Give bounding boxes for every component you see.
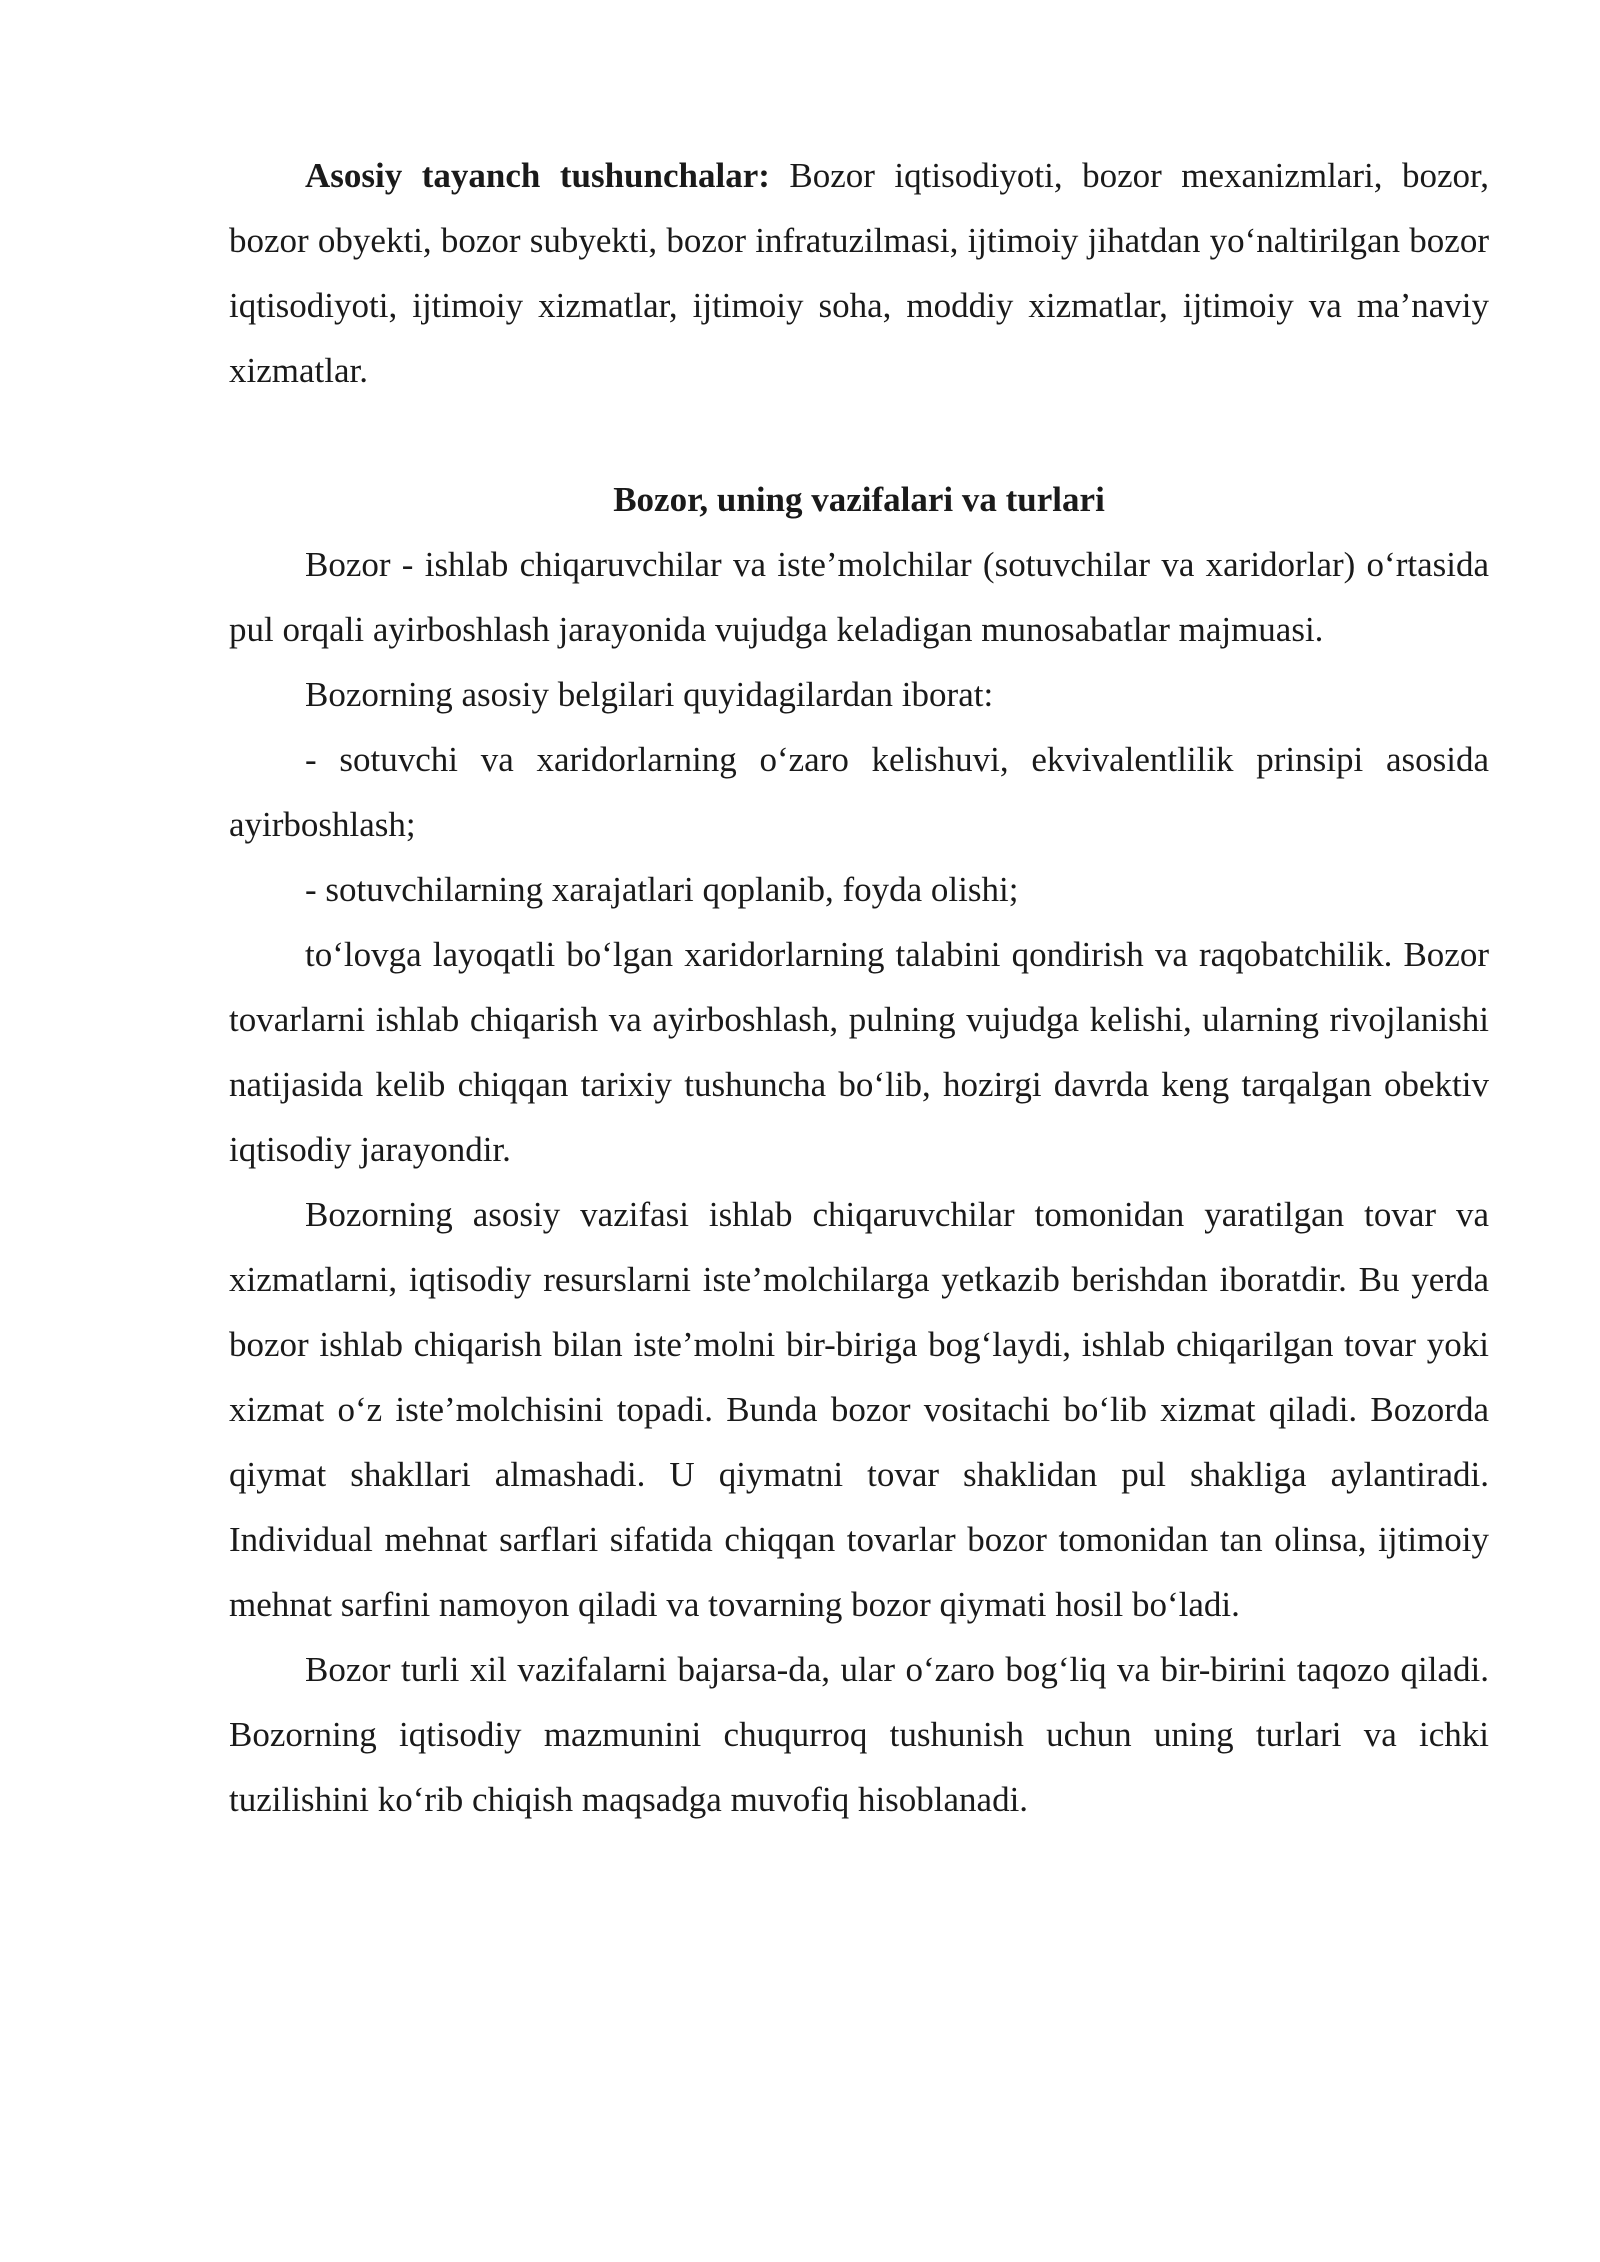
key-concepts-text: Bozor iqtisodiyoti, bozor mexanizmlari, bozor, bozor obyekti, bozor subyekti, bozor infratuzilmasi, ijtimoiy jihatdan yo‘naltirilgan bozor iqtisodiyoti, ijtimoiy xizmatlar, ijtimoiy soha, moddiy xizmatlar, ijtimoiy va ma’naviy xizmatlar. [229, 156, 1489, 390]
paragraph-signs-intro: Bozorning asosiy belgilari quyidagilardan iborat: [305, 675, 994, 714]
document-content [229, 143, 1489, 1832]
section-heading: Bozor, uning vazifalari va turlari [613, 480, 1105, 519]
key-concepts-label: Asosiy tayanch tushunchalar: [305, 156, 770, 195]
paragraph-definition: Bozor - ishlab chiqaruvchilar va iste’molchilar (sotuvchilar va xaridorlar) o‘rtasida pul orqali ayirboshlash jarayonida vujudga keladigan munosabatlar majmuasi. [229, 545, 1489, 649]
paragraph-main-function: Bozorning asosiy vazifasi ishlab chiqaruvchilar tomonidan yaratilgan tovar va xizmatlarni, iqtisodiy resurslarni iste’molchilarga yetkazib berishdan iboratdir. Bu yerda bozor ishlab chiqarish bilan iste’molni bir-biriga bog‘laydi, ishlab chiqarilgan tovar yoki xizmat o‘z iste’molchisini topadi. Bunda bozor vositachi bo‘lib xizmat qiladi. Bozorda qiymat shakllari almashadi. U qiymatni tovar shaklidan pul shakliga aylantiradi. Individual mehnat sarflari sifatida chiqqan tovarlar bozor tomonidan tan olinsa, ijtimoiy mehnat sarfini namoyon qiladi va tovarning bozor qiymati hosil bo‘ladi. [229, 1195, 1489, 1624]
paragraph-functions-types: Bozor turli xil vazifalarni bajarsa-da, ular o‘zaro bog‘liq va bir-birini taqozo qiladi. Bozorning iqtisodiy mazmunini chuqurroq tushunish uchun uning turlari va ichki tuzilishini ko‘rib chiqish maqsadga muvofiq hisoblanadi. [229, 1650, 1489, 1819]
list-item-profit: - sotuvchilarning xarajatlari qoplanib, foyda olishi; [305, 870, 1019, 909]
paragraph-demand: to‘lovga layoqatli bo‘lgan xaridorlarning talabini qondirish va raqobatchilik. Bozor tovarlarni ishlab chiqarish va ayirboshlash, pulning vujudga kelishi, ularning rivojlanishi natijasida kelib chiqqan tarixiy tushuncha bo‘lib, hozirgi davrda keng tarqalgan obektiv iqtisodiy jarayondir. [229, 935, 1489, 1169]
key-concepts-paragraph [229, 143, 1489, 403]
list-item-agreement: - sotuvchi va xaridorlarning o‘zaro kelishuvi, ekvivalentlilik prinsipi asosida ayirboshlash; [229, 740, 1489, 844]
